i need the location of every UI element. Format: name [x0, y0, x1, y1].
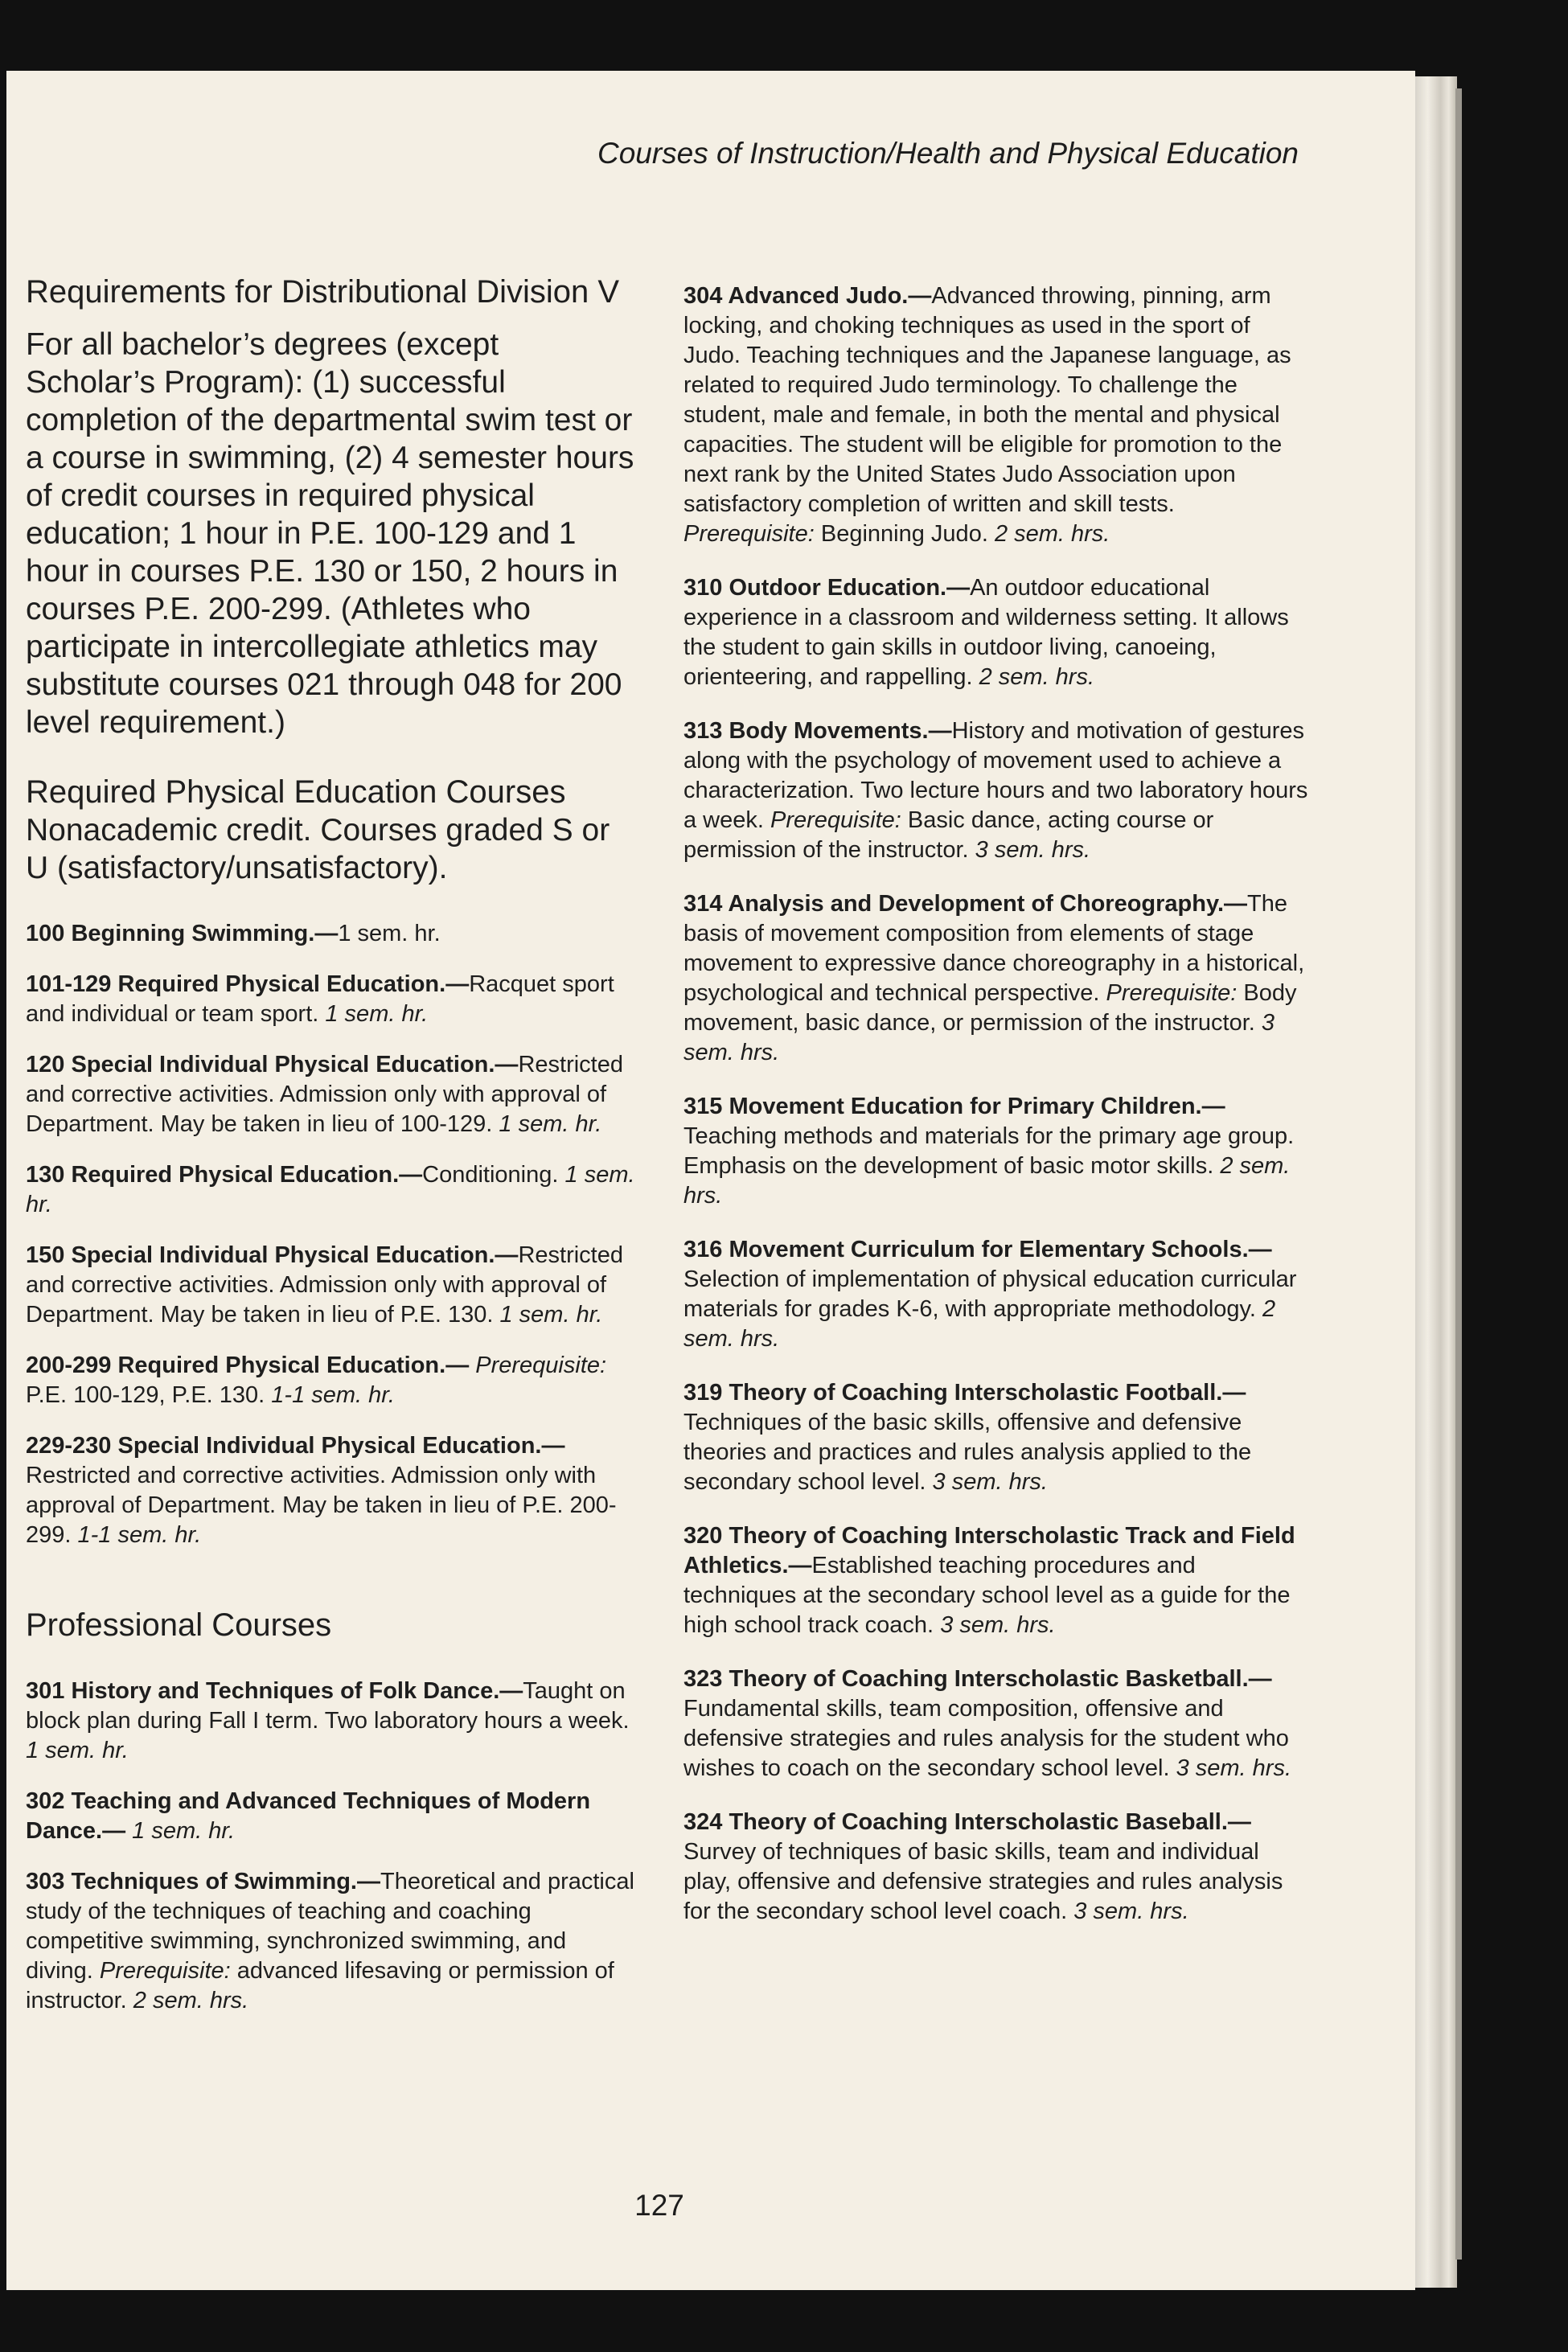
course-credit: 2 sem. hrs.: [994, 521, 1110, 547]
required-body: Nonacademic credit. Courses graded S or U (satisfactory/unsatisfactory).: [26, 813, 610, 885]
course-entry: [26, 1867, 637, 2016]
course-title: 324 Theory of Coaching Interscholastic Baseball.—: [683, 1809, 1251, 1835]
course-title: 315 Movement Education for Primary Children.—: [683, 1094, 1225, 1119]
course-description: The basis of movement composition from elements of stage movement to expressive dance choreography in a historical, psychological and technical perspective.: [683, 891, 1305, 1006]
prerequisite-label: Prerequisite:: [99, 1958, 231, 1984]
course-title: 101-129 Required Physical Education.—: [26, 971, 470, 997]
course-title: 229-230 Special Individual Physical Education.—: [26, 1433, 565, 1459]
course-title: 320 Theory of Coaching Interscholastic Track and Field Athletics.—: [683, 1523, 1295, 1578]
course-description: Restricted and corrective activities. Admission only with approval of Department. May be taken in lieu of P.E. 130.: [26, 1242, 623, 1328]
course-title: 200-299 Required Physical Education.—: [26, 1353, 470, 1378]
course-credit: 2 sem. hrs.: [133, 1988, 249, 2013]
course-description: Restricted and corrective activities. Admission only with approval of Department. May be taken in lieu of P.E. 200-299.: [26, 1463, 617, 1548]
course-description: Techniques of the basic skills, offensive and defensive theories and practices and rules analysis applied to the secondary school level.: [683, 1410, 1252, 1495]
course-entry: [683, 1808, 1311, 1927]
course-entry: [683, 1092, 1311, 1211]
course-title: 323 Theory of Coaching Interscholastic Basketball.—: [683, 1666, 1272, 1692]
course-credit: 1 sem. hr.: [26, 1738, 129, 1763]
course-entry: [683, 281, 1311, 549]
course-entry: [683, 573, 1311, 692]
prerequisite-label: Prerequisite:: [683, 521, 815, 547]
prerequisite-text: Body movement, basic dance, or permission of the instructor.: [683, 980, 1297, 1036]
course-description: Advanced throwing, pinning, arm locking, and choking techniques as used in the sport of Judo. Teaching techniques and the Japanese language, as related to required Judo terminology. To challenge the student, male and female, in both the mental and physical capacities. The student will be eligible for promotion to the next rank by the United States Judo Association upon satisfactory completion of written and skill tests.: [683, 283, 1291, 517]
course-credit: 2 sem. hrs.: [683, 1296, 1276, 1352]
course-title: 302 Teaching and Advanced Techniques of Modern Dance.—: [26, 1788, 591, 1844]
course-entry: [26, 1050, 637, 1139]
professional-course-list: [26, 1677, 637, 2016]
professional-heading: Professional Courses: [26, 1607, 332, 1643]
course-title: 150 Special Individual Physical Education.—: [26, 1242, 519, 1268]
course-title: 316 Movement Curriculum for Elementary Schools.—: [683, 1237, 1272, 1262]
course-credit: 1 sem. hr.: [26, 1162, 635, 1217]
course-entry: [683, 1378, 1311, 1497]
course-entry: [26, 1160, 637, 1220]
course-entry: [26, 919, 637, 949]
course-entry: [26, 970, 637, 1029]
page-number: 127: [634, 2189, 684, 2222]
prerequisite-text: Basic dance, acting course or permission of the instructor.: [683, 807, 1214, 863]
required-heading: Required Physical Education Courses: [26, 774, 566, 810]
prerequisite-text: advanced lifesaving or permission of instructor.: [26, 1958, 614, 2013]
course-entry: [683, 1235, 1311, 1354]
course-credit: 2 sem. hrs.: [683, 1153, 1291, 1209]
prerequisite-text: P.E. 100-129, P.E. 130.: [26, 1382, 265, 1408]
distributional-heading: Requirements for Distributional Division V: [26, 274, 620, 310]
course-credit: 3 sem. hrs.: [1073, 1898, 1189, 1924]
course-title: 304 Advanced Judo.—: [683, 283, 932, 309]
required-course-list: [26, 919, 637, 1550]
course-description: Selection of implementation of physical education curricular materials for grades K-6, with appropriate methodology.: [683, 1266, 1297, 1322]
course-description: An outdoor educational experience in a classroom and wilderness setting. It allows the student to gain skills in outdoor living, canoeing, orienteering, and rappelling.: [683, 575, 1289, 690]
course-credit: 3 sem. hrs.: [932, 1469, 1048, 1495]
page-stack-edge: [1415, 76, 1457, 2288]
course-title: 314 Analysis and Development of Choreography.—: [683, 891, 1247, 917]
course-description: Fundamental skills, team composition, offensive and defensive strategies and rules analysis for the student who wishes to coach on the secondary school level.: [683, 1696, 1289, 1781]
course-entry: [683, 1664, 1311, 1783]
running-head: Courses of Instruction/Health and Physical Education: [597, 137, 1299, 170]
course-title: 120 Special Individual Physical Education.—: [26, 1052, 519, 1077]
course-entry: [26, 1351, 637, 1410]
course-credit: 1-1 sem. hr.: [77, 1522, 202, 1548]
course-credit: 1-1 sem. hr.: [271, 1382, 395, 1408]
course-entry: [26, 1241, 637, 1330]
course-description: Taught on block plan during Fall I term. Two laboratory hours a week.: [26, 1678, 630, 1734]
course-entry: [683, 716, 1311, 865]
course-credit: 2 sem. hrs.: [979, 664, 1095, 690]
course-title: 319 Theory of Coaching Interscholastic Football.—: [683, 1380, 1246, 1406]
course-description: Theoretical and practical study of the techniques of teaching and coaching competitive swimming, synchronized swimming, and diving.: [26, 1869, 634, 1984]
course-description: Conditioning.: [422, 1162, 559, 1188]
course-title: 130 Required Physical Education.—: [26, 1162, 423, 1188]
course-description: Teaching methods and materials for the primary age group. Emphasis on the development of basic motor skills.: [683, 1123, 1295, 1179]
course-description: Racquet sport and individual or team sport.: [26, 971, 614, 1027]
course-title: 310 Outdoor Education.—: [683, 575, 971, 601]
course-entry: [683, 889, 1311, 1068]
distributional-body: For all bachelor’s degrees (except Scholar’s Program): (1) successful completion of the departmental swim test or a course in swimming, (2) 4 semester hours of credit courses in required physical education; 1 hour in P.E. 100-129 and 1 hour in courses P.E. 130 or 150, 2 hours in courses P.E. 200-299. (Athletes who participate in intercollegiate athletics may substitute courses 021 through 048 for 200 level requirement.): [26, 327, 634, 740]
course-description: Established teaching procedures and techniques at the secondary school level as a guide for the high school track coach.: [683, 1553, 1291, 1638]
course-entry: [26, 1787, 637, 1846]
prerequisite-label: Prerequisite:: [475, 1353, 607, 1378]
course-credit: 1 sem. hr.: [132, 1818, 236, 1844]
course-entry: [26, 1677, 637, 1766]
course-title: 313 Body Movements.—: [683, 718, 952, 744]
course-credit: 3 sem. hrs.: [683, 1010, 1275, 1065]
prerequisite-label: Prerequisite:: [770, 807, 901, 833]
course-title: 100 Beginning Swimming.—: [26, 921, 339, 946]
course-description: Survey of techniques of basic skills, team and individual play, offensive and defensive strategies and rules analysis for the secondary school level coach.: [683, 1839, 1283, 1924]
right-course-list: [683, 281, 1311, 1927]
prerequisite-text: Beginning Judo.: [820, 521, 988, 547]
course-credit: 1 sem. hr.: [499, 1111, 602, 1137]
course-credit: 3 sem. hrs.: [1176, 1755, 1292, 1781]
course-description: Restricted and corrective activities. Admission only with approval of Department. May be taken in lieu of 100-129.: [26, 1052, 623, 1137]
course-description: 1 sem. hr.: [338, 921, 441, 946]
course-credit: 3 sem. hrs.: [940, 1612, 1056, 1638]
course-description: History and motivation of gestures along with the psychology of movement used to achieve a characterization. Two lecture hours and two laboratory hours a week.: [683, 718, 1308, 833]
right-column: [683, 281, 1311, 1951]
course-title: 303 Techniques of Swimming.—: [26, 1869, 380, 1894]
prerequisite-label: Prerequisite:: [1106, 980, 1238, 1006]
book-cover-edge: [1455, 88, 1462, 2260]
left-column: [26, 273, 637, 2037]
course-entry: [683, 1521, 1311, 1640]
course-credit: 3 sem. hrs.: [975, 837, 1091, 863]
course-entry: [26, 1431, 637, 1550]
course-credit: 1 sem. hr.: [499, 1302, 603, 1328]
course-title: 301 History and Techniques of Folk Dance.—: [26, 1678, 523, 1704]
course-credit: 1 sem. hr.: [325, 1001, 429, 1027]
